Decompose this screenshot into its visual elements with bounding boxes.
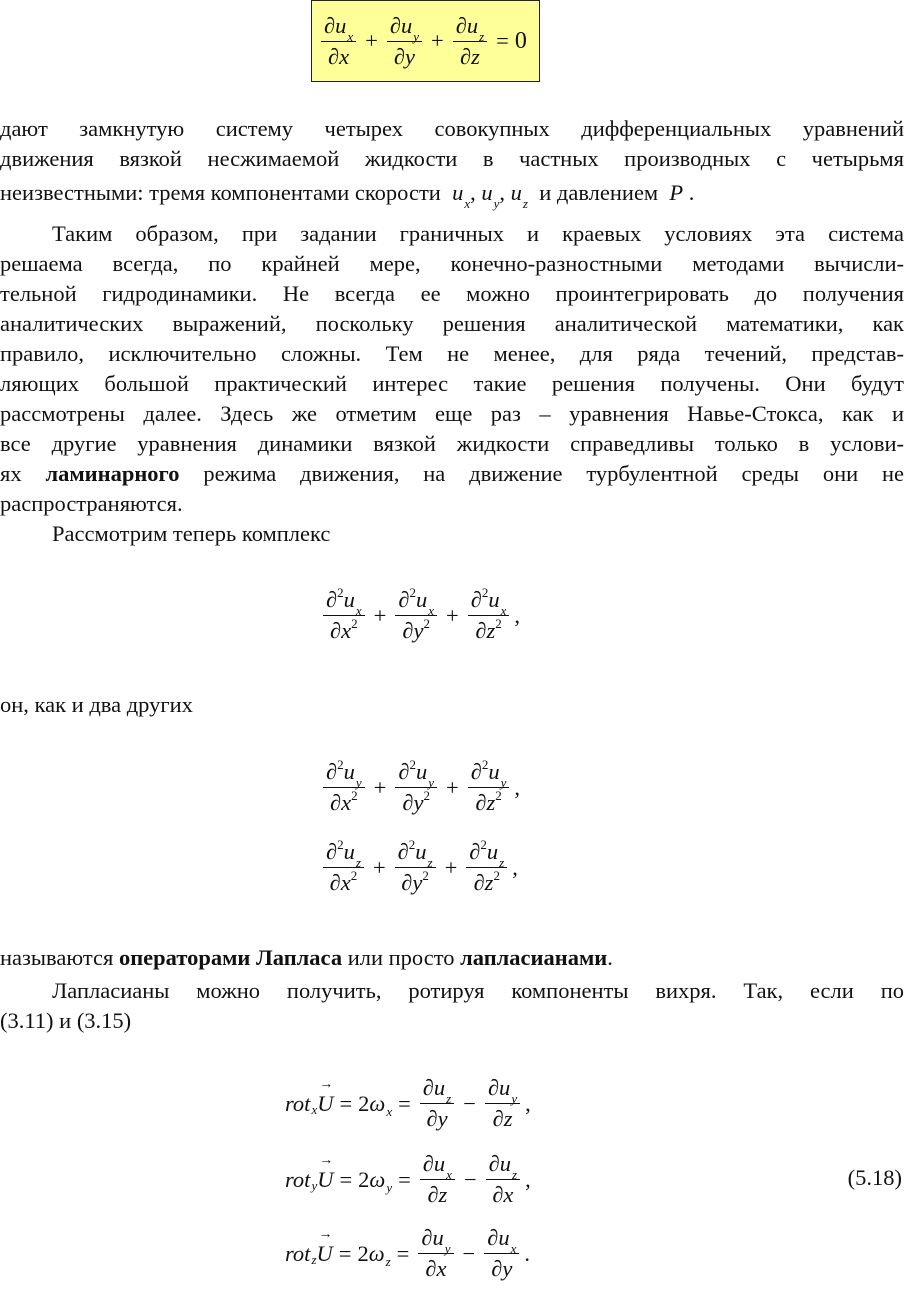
text-line: правило, исключительно сложны. Тем не менее, для ряда течений, представ-: [0, 341, 904, 366]
text-line: тельной гидродинамики. Не всегда ее можно проинтегрировать до получения: [0, 281, 904, 306]
rot-equation-z: rot z → U = 2 ω z = $\frac{\partial u_y}{\partial x}$ − $\frac{\partial u_x}{\partial y}$ .: [285, 1223, 536, 1284]
term-laplace-operators: операторами Лапласа: [118, 945, 343, 970]
rot-equation-x: rot x → U = 2 ω x = $\frac{\partial u_z}{\partial y}$ − $\frac{\partial u_y}{\partial z}$ ,: [285, 1073, 537, 1134]
text-line: движения вязкой несжимаемой жидкости в частных производных с четырьмя: [0, 146, 904, 171]
equation-number: (5.18): [847, 1165, 902, 1190]
continuity-equation-box: $\frac{\partial u_x}{\partial x}$ + $\frac{\partial u_y}{\partial y}$ + $\frac{\partial u_z}{\partial z}$ = 0: [311, 0, 540, 82]
text-line: рассмотрены далее. Здесь же отметим еще раз – уравнения Навье-Стокса, как и: [0, 401, 904, 426]
term-laminar: ламинарного: [45, 461, 180, 486]
text-line: дают замкнутую систему четырех совокупных дифференциальных уравнений: [0, 116, 904, 141]
laplacian-uz: $\frac{\partial^2u_z}{\partial x^2}$ + $\frac{\partial^2u_z}{\partial y^2}$ + $\frac{\partial^2u_z}{\partial z^2}$ ,: [320, 837, 524, 898]
text-line-laminar: ях ламинарного режима движения, на движение турбулентной среды они не: [0, 461, 904, 486]
paragraph-solvability: [0, 219, 904, 519]
paragraph-consider-complex: Рассмотрим теперь комплекс: [52, 521, 331, 546]
paragraph-two-others: он, как и два других: [0, 692, 193, 717]
text-line: решаема всегда, по крайней мере, конечно-разностными методами вычисли-: [0, 251, 904, 276]
text-line: все другие уравнения динамики вязкой жидкости справедливы только в услови-: [0, 431, 904, 456]
rot-equation-y: rot y → U = 2 ω y = $\frac{\partial u_x}{\partial z}$ − $\frac{\partial u_z}{\partial x}$ ,: [285, 1149, 537, 1210]
text-line: аналитических выражений, поскольку решения аналитической математики, как: [0, 311, 904, 336]
fraction-duz-dz: $\frac{\partial u_z}{\partial z}$: [453, 11, 487, 72]
laplacian-uy: $\frac{\partial^2u_y}{\partial x^2}$ + $\frac{\partial^2u_y}{\partial y^2}$ + $\frac{\partial^2u_y}{\partial z^2}$ ,: [320, 757, 526, 818]
term-laplacians: лапласианами: [460, 945, 608, 970]
text-line-unknowns: неизвестными: тремя компонентами скорости $u_x$, $u_y$, $u_z$ и давлением P .: [0, 180, 695, 211]
text-line: Таким образом, при задании граничных и краевых условиях эта система: [52, 221, 904, 246]
text-line: распространяются.: [0, 491, 183, 516]
text-line: Лапласианы можно получить, ротируя компоненты вихря. Так, если по: [52, 978, 904, 1003]
paragraph-system-description: [0, 114, 904, 211]
paragraph-laplace-operators: называются операторами Лапласа или просто лапласианами.: [0, 945, 613, 970]
equation-rhs: 0: [514, 27, 527, 54]
fraction-duy-dy: $\frac{\partial u_y}{\partial y}$: [387, 11, 422, 72]
text-line: (3.11) и (3.15): [0, 1008, 132, 1033]
paragraph-rotating-vortex: [0, 976, 904, 1036]
fraction-dux-dx: $\frac{\partial u_x}{\partial x}$: [321, 11, 356, 72]
laplacian-ux: $\frac{\partial^2u_x}{\partial x^2}$ + $\frac{\partial^2u_x}{\partial y^2}$ + $\frac{\partial^2u_x}{\partial z^2}$ ,: [320, 585, 526, 646]
text-line: ляющих большой практический интерес такие решения получены. Они будут: [0, 371, 904, 396]
